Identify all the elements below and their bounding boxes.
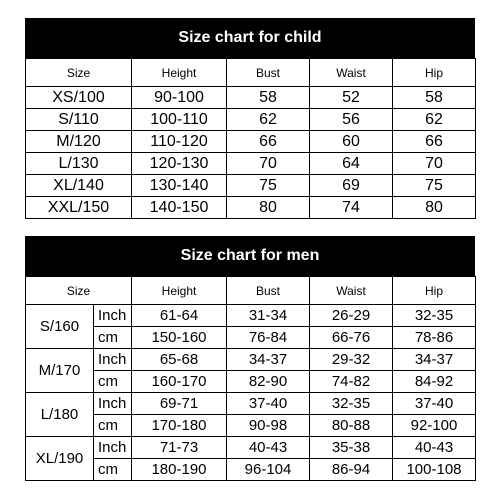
unit-cell: cm — [94, 327, 132, 349]
height-cell: 130-140 — [132, 175, 227, 197]
bust-cell: 82-90 — [227, 371, 310, 393]
men-size-chart — [25, 236, 475, 481]
bust-cell: 31-34 — [227, 305, 310, 327]
waist-cell: 66-76 — [310, 327, 393, 349]
header-hip: Hip — [393, 59, 476, 87]
table-row — [26, 109, 476, 131]
hip-cell: 78-86 — [393, 327, 476, 349]
table-row — [26, 415, 476, 437]
header-bust: Bust — [227, 277, 310, 305]
table-row — [26, 175, 476, 197]
bust-cell: 37-40 — [227, 393, 310, 415]
height-cell: 120-130 — [132, 153, 227, 175]
table-row — [26, 305, 476, 327]
height-cell: 71-73 — [132, 437, 227, 459]
height-cell: 90-100 — [132, 87, 227, 109]
header-waist: Waist — [310, 59, 393, 87]
height-cell: 65-68 — [132, 349, 227, 371]
header-bust: Bust — [227, 59, 310, 87]
hip-cell: 92-100 — [393, 415, 476, 437]
height-cell: 100-110 — [132, 109, 227, 131]
size-cell: L/130 — [26, 153, 132, 175]
size-cell: M/120 — [26, 131, 132, 153]
child-size-table — [25, 58, 476, 219]
waist-cell: 26-29 — [310, 305, 393, 327]
header-hip: Hip — [393, 277, 476, 305]
bust-cell: 66 — [227, 131, 310, 153]
table-row — [26, 153, 476, 175]
unit-cell: cm — [94, 371, 132, 393]
hip-cell: 100-108 — [393, 459, 476, 481]
waist-cell: 29-32 — [310, 349, 393, 371]
men-chart-title: Size chart for men — [25, 236, 475, 276]
height-cell: 150-160 — [132, 327, 227, 349]
table-header-row — [26, 59, 476, 87]
unit-cell: Inch — [94, 393, 132, 415]
table-row — [26, 131, 476, 153]
table-row — [26, 371, 476, 393]
table-row — [26, 327, 476, 349]
unit-cell: cm — [94, 459, 132, 481]
waist-cell: 56 — [310, 109, 393, 131]
hip-cell: 80 — [393, 197, 476, 219]
hip-cell: 58 — [393, 87, 476, 109]
bust-cell: 70 — [227, 153, 310, 175]
hip-cell: 32-35 — [393, 305, 476, 327]
height-cell: 170-180 — [132, 415, 227, 437]
size-cell: XXL/150 — [26, 197, 132, 219]
bust-cell: 34-37 — [227, 349, 310, 371]
hip-cell: 37-40 — [393, 393, 476, 415]
table-row — [26, 437, 476, 459]
bust-cell: 40-43 — [227, 437, 310, 459]
bust-cell: 90-98 — [227, 415, 310, 437]
hip-cell: 66 — [393, 131, 476, 153]
header-waist: Waist — [310, 277, 393, 305]
child-size-chart — [25, 18, 475, 219]
waist-cell: 86-94 — [310, 459, 393, 481]
height-cell: 140-150 — [132, 197, 227, 219]
bust-cell: 75 — [227, 175, 310, 197]
height-cell: 69-71 — [132, 393, 227, 415]
hip-cell: 75 — [393, 175, 476, 197]
child-chart-title: Size chart for child — [25, 18, 475, 58]
unit-cell: cm — [94, 415, 132, 437]
hip-cell: 62 — [393, 109, 476, 131]
hip-cell: 40-43 — [393, 437, 476, 459]
waist-cell: 69 — [310, 175, 393, 197]
waist-cell: 64 — [310, 153, 393, 175]
header-height: Height — [132, 59, 227, 87]
table-header-row — [26, 277, 476, 305]
table-row — [26, 459, 476, 481]
header-size: Size — [26, 277, 132, 305]
size-cell: L/180 — [26, 393, 94, 437]
bust-cell: 58 — [227, 87, 310, 109]
size-cell: S/110 — [26, 109, 132, 131]
height-cell: 61-64 — [132, 305, 227, 327]
size-cell: XS/100 — [26, 87, 132, 109]
hip-cell: 70 — [393, 153, 476, 175]
size-cell: XL/190 — [26, 437, 94, 481]
waist-cell: 80-88 — [310, 415, 393, 437]
height-cell: 180-190 — [132, 459, 227, 481]
unit-cell: Inch — [94, 349, 132, 371]
bust-cell: 76-84 — [227, 327, 310, 349]
table-row — [26, 87, 476, 109]
men-size-table — [25, 276, 476, 481]
header-height: Height — [132, 277, 227, 305]
table-row — [26, 197, 476, 219]
size-cell: S/160 — [26, 305, 94, 349]
unit-cell: Inch — [94, 305, 132, 327]
waist-cell: 74 — [310, 197, 393, 219]
bust-cell: 62 — [227, 109, 310, 131]
table-row — [26, 349, 476, 371]
height-cell: 160-170 — [132, 371, 227, 393]
height-cell: 110-120 — [132, 131, 227, 153]
waist-cell: 32-35 — [310, 393, 393, 415]
waist-cell: 52 — [310, 87, 393, 109]
bust-cell: 96-104 — [227, 459, 310, 481]
table-row — [26, 393, 476, 415]
waist-cell: 60 — [310, 131, 393, 153]
size-cell: M/170 — [26, 349, 94, 393]
hip-cell: 34-37 — [393, 349, 476, 371]
waist-cell: 74-82 — [310, 371, 393, 393]
hip-cell: 84-92 — [393, 371, 476, 393]
bust-cell: 80 — [227, 197, 310, 219]
waist-cell: 35-38 — [310, 437, 393, 459]
unit-cell: Inch — [94, 437, 132, 459]
size-cell: XL/140 — [26, 175, 132, 197]
header-size: Size — [26, 59, 132, 87]
